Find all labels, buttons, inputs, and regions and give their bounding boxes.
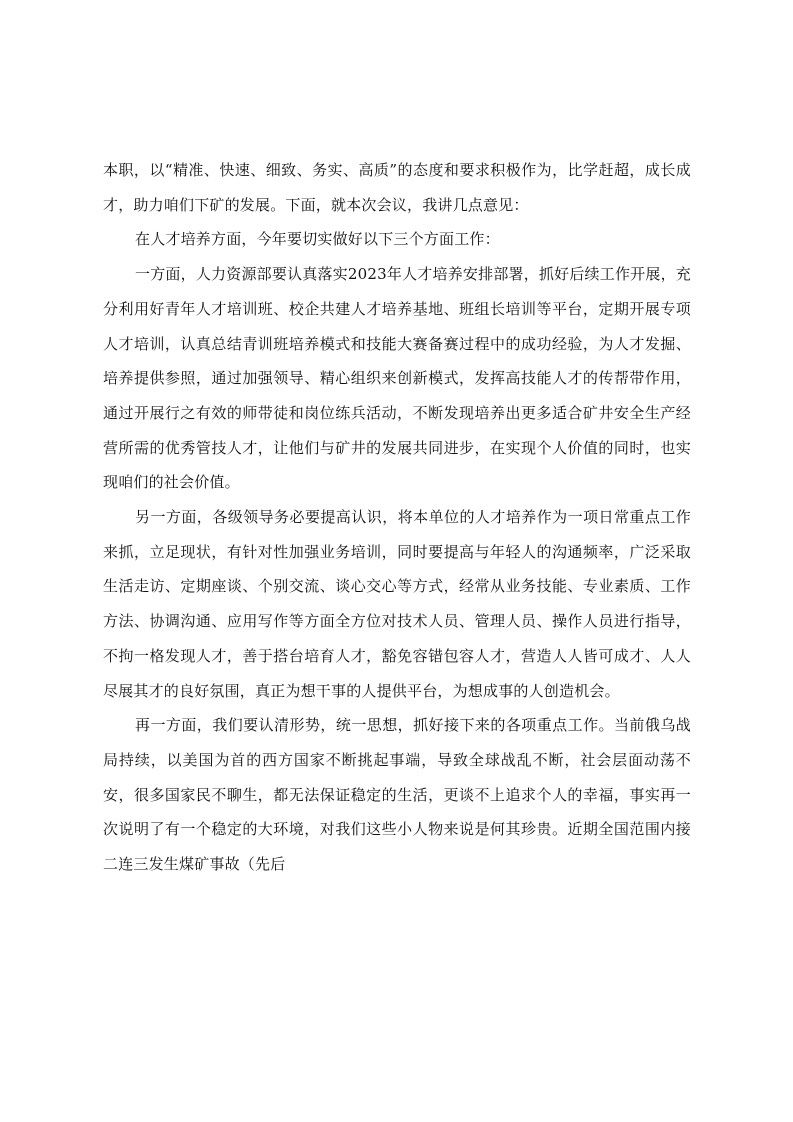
paragraph-third-aspect: 再一方面，我们要认清形势，统一思想，抓好接下来的各项重点工作。当前俄乌战局持续，以美国为首的西方国家不断挑起事端，导致全球战乱不断，社会层面动荡不安，很多国家民不聊生，都无法保证稳定的生活，更谈不上追求个人的幸福，事实再一次说明了有一个稳定的大环境，对我们这些小人物来说是何其珍贵。近期全国范围内接二连三发生煤矿事故（先后 — [103, 716, 691, 874]
paragraph-talent-training-intro: 在人才培养方面，今年要切实做好以下三个方面工作： — [135, 230, 500, 249]
paragraph-opening-continuation: 本职，以“精准、快速、细致、务实、高质”的态度和要求积极作为，比学赶超，成长成才，助力咱们下矿的发展。下面，就本次会议，我讲几点意见： — [103, 161, 691, 214]
paragraph-second-aspect: 另一方面，各级领导务必要提高认识，将本单位的人才培养作为一项日常重点工作来抓，立足现状，有针对性加强业务培训，同时要提高与年轻人的沟通频率，广泛采取生活走访、定期座谈、个别交流、谈心交心等方式，经常从业务技能、专业素质、工作方法、协调沟通、应用写作等方面全方位对技术人员、管理人员、操作人员进行指导，不拘一格发现人才，善于搭台培育人才，豁免容错包容人才，营造人人皆可成才、人人尽展其才的良好氛围，真正为想干事的人提供平台，为想成事的人创造机会。 — [103, 508, 691, 700]
paragraph-first-aspect: 一方面，人力资源部要认真落实2023年人才培养安排部署，抓好后续工作开展，充分利用好青年人才培训班、校企共建人才培养基地、班组长培训等平台，定期开展专项人才培训，认真总结青训班培养模式和技能大赛备赛过程中的成功经验，为人才发掘、培养提供参照，通过加强领导、精心组织来创新模式，发挥高技能人才的传帮带作用，通过开展行之有效的师带徒和岗位练兵活动，不断发现培养出更多适合矿井安全生产经营所需的优秀管技人才，让他们与矿井的发展共同进步，在实现个人价值的同时，也实现咱们的社会价值。 — [103, 265, 691, 492]
document-body — [103, 153, 691, 882]
